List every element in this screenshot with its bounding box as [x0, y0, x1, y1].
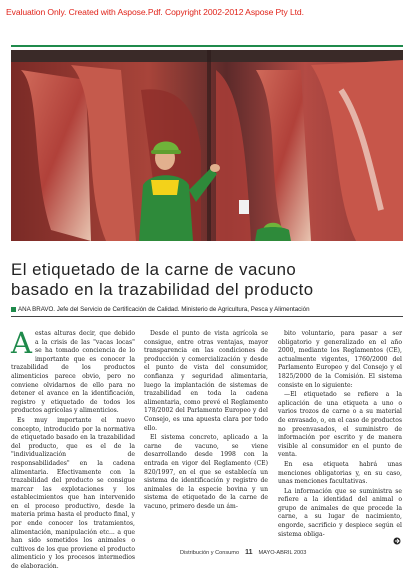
paragraph-text: estas alturas decir, que debido a la crisis de las "vacas locas" se ha tomado conciencia de lo importante que es conocer la trazabilidad de los productos alimenticios parece obvio, pero no conviene olvidarnos de ello para no detener el avance en la identificación, registro y etiquetado de todos los productos agrícolas y alimenticios.: [11, 330, 135, 415]
page-footer: [180, 549, 306, 556]
paragraph: Es muy importante el nuevo concepto, introducido por la normativa de etiquetado basado en la trazabilidad del producto, que es el de la "individualización de responsabilidades" en la cadena alimentaria. Efectivamente con la trazabilidad del producto se consigue marcar las explotaciones y los establecimientos que han intervenido en el proceso productivo, desde la materia prima hasta el producto final, y por ende conocer los tratamientos, alimentación, manipulación etc... a que han sido sometidos los animales o cultivos de los que proviene el producto alimenticio y los procesos intermedios de elaboración.: [11, 416, 135, 571]
paragraph: [11, 326, 135, 416]
byline: [11, 306, 405, 313]
green-square-icon: [11, 307, 16, 312]
article-title: [11, 260, 401, 300]
evaluation-watermark: Evaluation Only. Created with Aspose.Pdf. Copyright 2002-2012 Aspose Pty Ltd.: [6, 7, 304, 17]
publication-name: Distribución y Consumo: [180, 550, 240, 556]
byline-text: ANA BRAVO. Jefe del Servicio de Certificación de Calidad. Ministerio de Agricultura, Pesca y Alimentación: [18, 306, 310, 313]
article-title-line2: basado en la trazabilidad del producto: [11, 280, 314, 299]
meat-inspection-photo: [11, 50, 403, 241]
byline-rule: [11, 316, 403, 317]
paragraph: El sistema concreto, aplicado a la carne de vacuno, se viene desarrollando desde 1998 con la entrada en vigor del Reglamento (CE) 820/1997, en el que se establecía un sistema de identificación y registro de animales de la especie bovina y un sistema de etiquetado de la carne de vacuno, primero desde un ám-: [144, 434, 268, 510]
paragraph: La información que se suministra se refiere a la identidad del animal o grupo de animales de que procede la carne, a su lugar de nacimiento, engorde, sacrificio y despiece según el sistema obliga-: [278, 487, 402, 538]
article-title-line1: El etiquetado de la carne de vacuno: [11, 260, 297, 279]
column-3: [278, 330, 402, 539]
header-rule: [11, 45, 403, 47]
paragraph: bito voluntario, para pasar a ser obligatorio y generalizado en el año 2000, mediante los Reglamentos (CE), actualmente vigentes, 1760/2000 del Parlamento Europeo y del Consejo y el 1825/2000 de la Comisión. El sistema consiste en lo siguiente:: [278, 330, 402, 389]
end-of-page-icon: [393, 537, 401, 545]
paragraph: En esa etiqueta habrá unas menciones obligatorias y, en su caso, unas menciones facultativas.: [278, 460, 402, 486]
issue-date: MAYO-ABRIL 2003: [258, 550, 307, 556]
page-number: 11: [245, 549, 253, 556]
paragraph: —El etiquetado se refiere a la aplicación de una etiqueta a uno o varios trozos de carne o a su material de envasado, o, en el caso de productos no preenvasados, el suministro de información por escrito y de manera visible al consumidor en el punto de venta.: [278, 391, 402, 459]
column-1: [11, 326, 135, 572]
drop-cap: A: [11, 326, 32, 360]
paragraph: Desde el punto de vista agrícola se consigue, entre otras ventajas, mayor transparencia en las condiciones de producción y comercialización y desde el punto de vista del consumidor, confianza y seguridad alimentaria, luego la implantación de sistemas de trazabilidad en toda la cadena alimentaria, como prevé el Reglamento 178/2002 del Parlamento Europeo y del Consejo, es una apuesta clara por todo ello.: [144, 330, 268, 432]
column-2: [144, 330, 268, 511]
